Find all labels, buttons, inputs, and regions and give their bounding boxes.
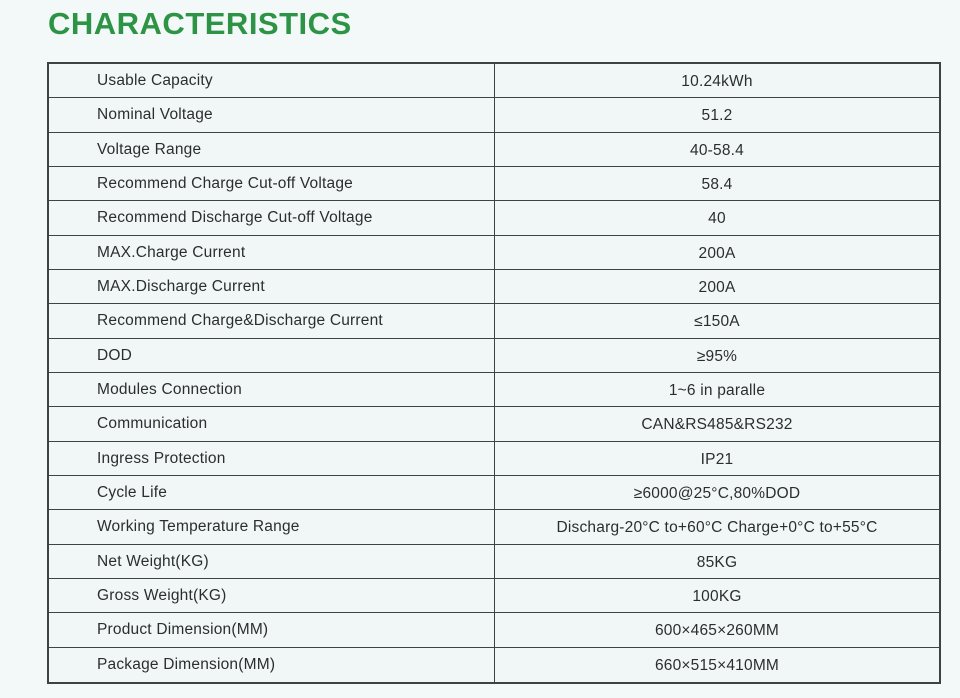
table-row xyxy=(49,339,939,373)
table-row xyxy=(49,442,939,476)
spec-value: 200A xyxy=(698,279,736,297)
page-title: CHARACTERISTICS xyxy=(48,6,352,41)
table-row xyxy=(49,545,939,579)
spec-label: Recommend Charge&Discharge Current xyxy=(49,304,495,337)
spec-value: ≥6000@25°C,80%DOD xyxy=(633,485,801,503)
table-row xyxy=(49,201,939,235)
spec-label: Modules Connection xyxy=(49,373,495,406)
spec-value: ≥95% xyxy=(696,347,738,365)
table-row xyxy=(49,510,939,544)
spec-value: Discharg-20°C to+60°C Charge+0°C to+55°C xyxy=(556,519,878,537)
spec-value: 58.4 xyxy=(701,176,733,194)
table-row xyxy=(49,476,939,510)
table-row xyxy=(49,64,939,98)
spec-label: DOD xyxy=(49,339,495,372)
spec-label: Recommend Charge Cut-off Voltage xyxy=(49,167,495,200)
table-row xyxy=(49,167,939,201)
spec-value: 100KG xyxy=(692,588,742,606)
spec-label: Ingress Protection xyxy=(49,442,495,475)
spec-value: 660×515×410MM xyxy=(654,657,780,675)
spec-label: Voltage Range xyxy=(49,133,495,166)
spec-value: IP21 xyxy=(700,450,734,468)
spec-value: ≤150A xyxy=(694,313,740,331)
spec-label: Nominal Voltage xyxy=(49,98,495,131)
table-row xyxy=(49,579,939,613)
spec-value: CAN&RS485&RS232 xyxy=(641,416,793,434)
spec-value: 10.24kWh xyxy=(681,73,753,91)
table-row xyxy=(49,648,939,682)
spec-label: Usable Capacity xyxy=(49,64,495,97)
spec-value: 200A xyxy=(698,244,736,262)
spec-label: Gross Weight(KG) xyxy=(49,579,495,612)
spec-label: Cycle Life xyxy=(49,476,495,509)
table-row xyxy=(49,98,939,132)
table-row xyxy=(49,373,939,407)
spec-label: Package Dimension(MM) xyxy=(49,648,495,682)
spec-label: Working Temperature Range xyxy=(49,510,495,543)
table-row xyxy=(49,407,939,441)
spec-label: MAX.Charge Current xyxy=(49,236,495,269)
table-row xyxy=(49,613,939,647)
spec-value: 1~6 in paralle xyxy=(668,382,766,400)
table-row xyxy=(49,236,939,270)
spec-label: Communication xyxy=(49,407,495,440)
spec-label: Net Weight(KG) xyxy=(49,545,495,578)
spec-label: Product Dimension(MM) xyxy=(49,613,495,646)
spec-value: 40-58.4 xyxy=(690,141,744,159)
spec-label: MAX.Discharge Current xyxy=(49,270,495,303)
table-row xyxy=(49,133,939,167)
spec-label: Recommend Discharge Cut-off Voltage xyxy=(49,201,495,234)
table-row xyxy=(49,304,939,338)
table-row xyxy=(49,270,939,304)
characteristics-table xyxy=(47,62,941,684)
spec-value: 40 xyxy=(708,210,726,228)
spec-value: 85KG xyxy=(696,553,738,571)
spec-value: 51.2 xyxy=(701,107,733,125)
spec-value: 600×465×260MM xyxy=(654,622,780,640)
